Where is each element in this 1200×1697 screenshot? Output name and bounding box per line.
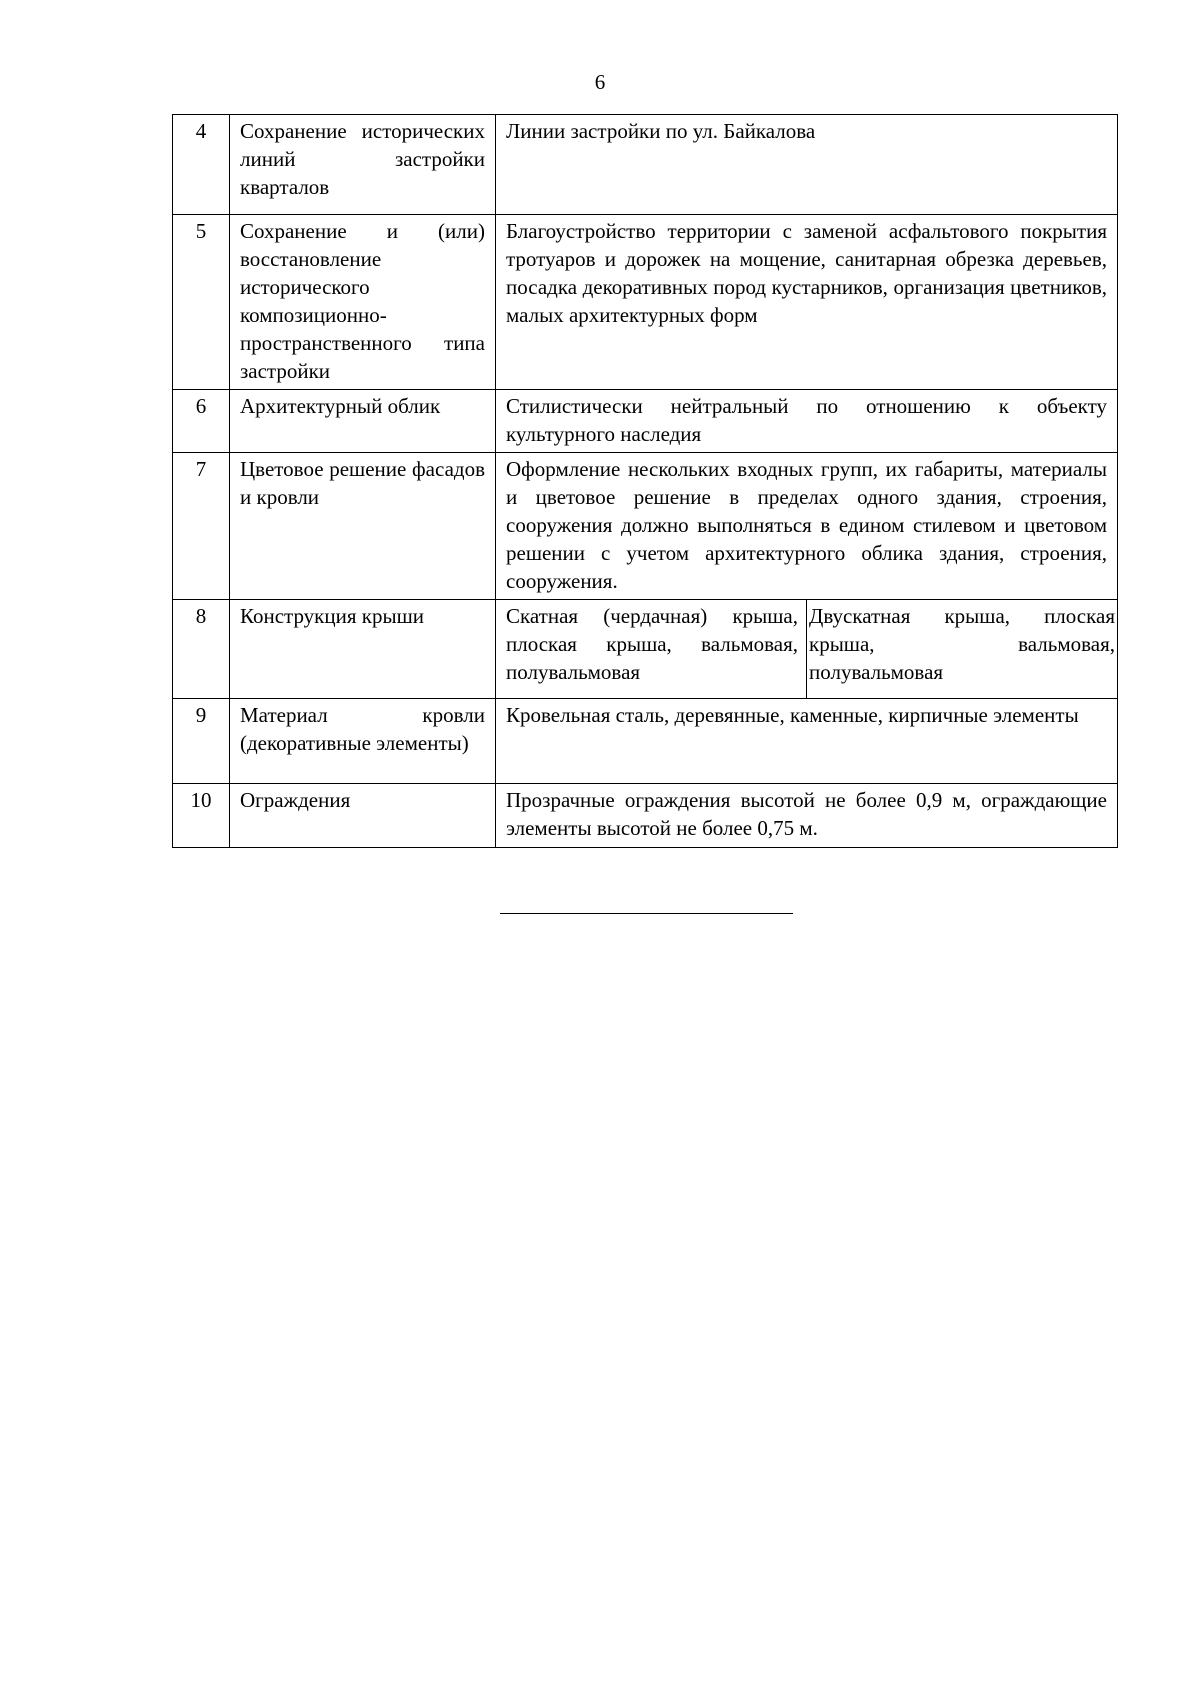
- row-number: 6: [173, 390, 230, 453]
- parameter-name: Материал кровли (декоративные элементы): [230, 699, 496, 784]
- parameter-name: Архитектурный облик: [230, 390, 496, 453]
- table-row: [173, 453, 1118, 600]
- table-row: [173, 115, 1118, 215]
- row-number: 10: [173, 784, 230, 848]
- parameter-name: Сохранение исторических линий застройки кварталов: [230, 115, 496, 215]
- requirement-text: Благоустройство территории с заменой асфальтового покрытия тротуаров и дорожек на мощение, санитарная обрезка деревьев, посадка декоративных пород кустарников, организация цветников, малых архитектурных форм: [496, 215, 1118, 390]
- page-number: 6: [594, 70, 606, 94]
- requirement-text: Прозрачные ограждения высотой не более 0,9 м, ограждающие элементы высотой не более 0,75 м.: [496, 784, 1118, 848]
- table-row: [173, 699, 1118, 784]
- row-number: 8: [173, 600, 230, 699]
- requirement-text: Линии застройки по ул. Байкалова: [496, 115, 1118, 215]
- requirement-text: Кровельная сталь, деревянные, каменные, кирпичные элементы: [496, 699, 1118, 784]
- table-row: [173, 784, 1118, 848]
- parameter-name: Ограждения: [230, 784, 496, 848]
- row-number: 5: [173, 215, 230, 390]
- table-row: [173, 390, 1118, 453]
- requirement-text-left: Скатная (чердачная) крыша, плоская крыша, вальмовая, полувальмовая: [496, 600, 807, 699]
- parameter-name: Сохранение и (или) восстановление исторического композиционно-пространственного типа застройки: [230, 215, 496, 390]
- row-number: 7: [173, 453, 230, 600]
- parameter-name: Цветовое решение фасадов и кровли: [230, 453, 496, 600]
- row-number: 4: [173, 115, 230, 215]
- requirement-text: Стилистически нейтральный по отношению к объекту культурного наследия: [496, 390, 1118, 453]
- parameter-name: Конструкция крыши: [230, 600, 496, 699]
- regulations-table: [172, 114, 1118, 848]
- requirement-text: Оформление нескольких входных групп, их габариты, материалы и цветовое решение в пределах одного здания, строения, сооружения должно выполняться в едином стилевом и цветовом решении с учетом архитектурного облика здания, строения, сооружения.: [496, 453, 1118, 600]
- end-of-document-line: [500, 913, 793, 914]
- row-number: 9: [173, 699, 230, 784]
- table-row: [173, 215, 1118, 390]
- requirement-text-right: Двускатная крыша, плоская крыша, вальмовая, полувальмовая: [807, 600, 1118, 699]
- table-row: [173, 600, 1118, 699]
